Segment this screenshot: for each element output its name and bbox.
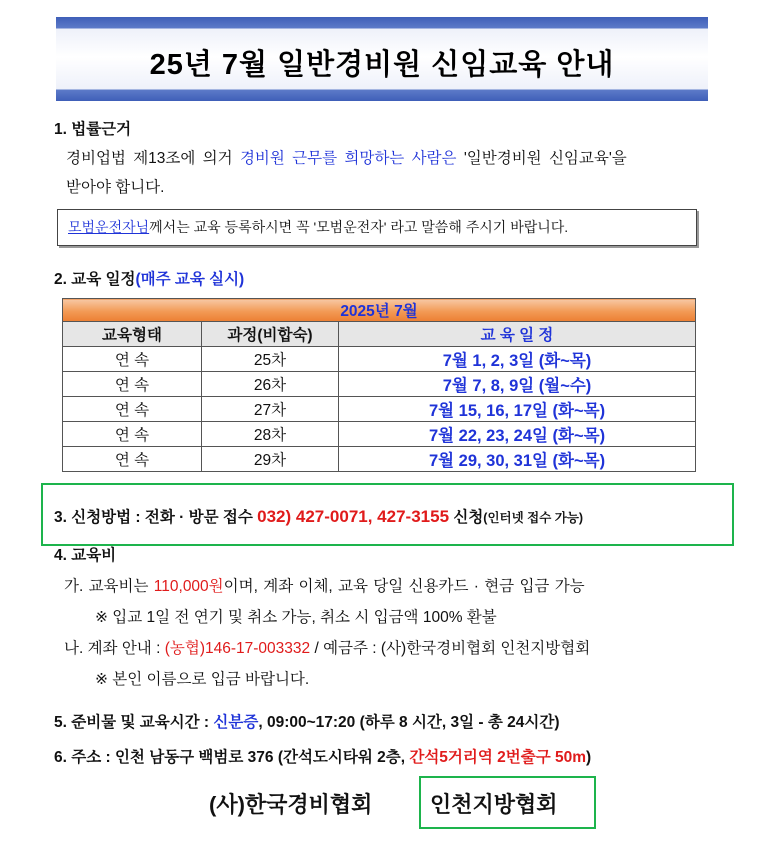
- section5-pre: 5. 준비물 및 교육시간 :: [54, 714, 210, 731]
- column-header-course: 과정(비합숙): [202, 322, 339, 347]
- fee-amount: 110,000원: [153, 578, 224, 595]
- section5-line: [54, 710, 560, 732]
- footer-branch: 인천지방협회: [430, 792, 558, 817]
- section2-heading-note: (매주 교육 실시): [135, 271, 245, 288]
- cell-type: 연 속: [63, 447, 202, 472]
- section3-phones: 032) 427-0071, 427-3155: [257, 507, 450, 526]
- table-row: [63, 347, 696, 372]
- notice-text: 께서는 교육 등록하시면 꼭 '모범운전자' 라고 말씀해 주시기 바랍니다.: [149, 219, 569, 235]
- fee-line: [64, 574, 585, 596]
- cell-course: 29차: [202, 447, 339, 472]
- column-header-type: 교육형태: [63, 322, 202, 347]
- cell-course: 25차: [202, 347, 339, 372]
- section3-note: (인터넷 접수 가능): [483, 511, 584, 525]
- section3-suffix: 신청: [453, 509, 484, 526]
- account-post: / 예금주 : (사)한국경비협회 인천지방협회: [314, 640, 591, 657]
- cell-type: 연 속: [63, 372, 202, 397]
- section6-pre: 6. 주소 : 인천 남동구 백범로 376 (간석도시타워 2층,: [54, 749, 406, 766]
- cell-course: 26차: [202, 372, 339, 397]
- fee-pre: 가. 교육비는: [64, 578, 149, 595]
- section2-heading-text: 2. 교육 일정: [54, 271, 136, 288]
- section1-text-a: 경비업법 제13조에 의거: [66, 150, 233, 167]
- section1-text-b: 경비원 근무를 희망하는 사람은: [239, 150, 457, 167]
- cell-type: 연 속: [63, 422, 202, 447]
- section5-item: 신분증: [213, 714, 259, 731]
- refund-note: ※ 입교 1일 전 연기 및 취소 가능, 취소 시 입금액 100% 환불: [95, 609, 497, 626]
- schedule-table-title: 2025년 7월: [63, 299, 696, 322]
- cell-date: 7월 7, 8, 9일 (월~수): [339, 372, 696, 397]
- page-title: 25년 7월 일반경비원 신임교육 안내: [149, 49, 615, 81]
- table-row: [63, 372, 696, 397]
- schedule-column-headers: [63, 322, 696, 347]
- section6-location: 간석5거리역 2번출구 50m: [409, 749, 587, 766]
- footer-org: (사)한국경비협회: [209, 792, 373, 817]
- table-row: [63, 397, 696, 422]
- cell-type: 연 속: [63, 347, 202, 372]
- section3-line: [54, 505, 583, 527]
- cell-course: 28차: [202, 422, 339, 447]
- section6-line: [54, 745, 591, 767]
- section1-line2: 받아야 합니다.: [66, 179, 165, 196]
- section1-text-c: '일반경비원 신임교육'을: [463, 150, 627, 167]
- section3-label: 3. 신청방법 : 전화 · 방문 접수: [54, 509, 253, 526]
- section1-heading: 1. 법률근거: [54, 121, 132, 138]
- cell-date: 7월 29, 30, 31일 (화~목): [339, 447, 696, 472]
- account-number: (농협)146-17-003332: [164, 640, 311, 657]
- deposit-note: ※ 본인 이름으로 입금 바랍니다.: [95, 671, 310, 688]
- cell-date: 7월 15, 16, 17일 (화~목): [339, 397, 696, 422]
- section1-line1: [66, 146, 627, 168]
- cell-type: 연 속: [63, 397, 202, 422]
- account-line: [64, 636, 590, 658]
- cell-date: 7월 1, 2, 3일 (화~목): [339, 347, 696, 372]
- cell-date: 7월 22, 23, 24일 (화~목): [339, 422, 696, 447]
- notice-box: [57, 209, 697, 246]
- notice-highlight: 모범운전자님: [68, 219, 150, 235]
- section5-post: , 09:00~17:20 (하루 8 시간, 3일 - 총 24시간): [258, 714, 560, 731]
- title-banner: [56, 17, 708, 101]
- schedule-table: [62, 298, 696, 472]
- column-header-date: 교 육 일 정: [339, 322, 696, 347]
- section6-post: ): [586, 749, 592, 766]
- section2-heading: [54, 267, 244, 289]
- fee-post: 이며, 계좌 이체, 교육 당일 신용카드 · 현금 입금 가능: [223, 578, 585, 595]
- table-row: [63, 447, 696, 472]
- section4-heading: 4. 교육비: [54, 547, 117, 564]
- cell-course: 27차: [202, 397, 339, 422]
- account-pre: 나. 계좌 안내 :: [64, 640, 161, 657]
- table-row: [63, 422, 696, 447]
